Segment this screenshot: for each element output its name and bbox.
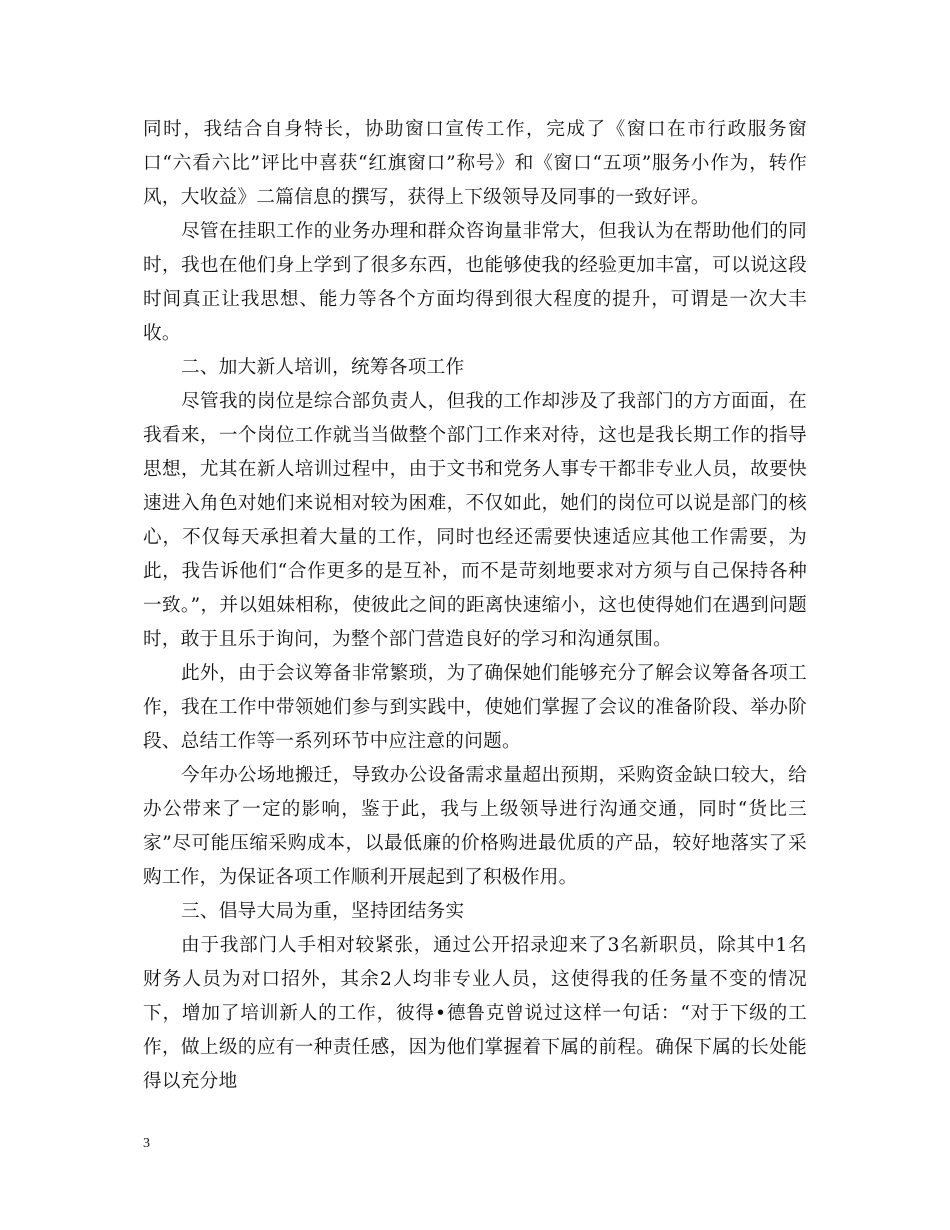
- paragraph: 由于我部门人手相对较紧张，通过公开招录迎来了3名新职员，除其中1名财务人员为对口招外，其余2人均非专业人员，这使得我的任务量不变的情况下，增加了培训新人的工作，彼得•德鲁克曾说过这样一句话：“对于下级的工作，做上级的应有一种责任感，因为他们掌握着下属的前程。确保下属的长处能得以充分地: [143, 935, 807, 1092]
- page-number: 3: [143, 1136, 150, 1151]
- section-heading: 三、倡导大局为重，坚持团结务实: [181, 901, 465, 922]
- paragraph: 此外，由于会议筹备非常繁琐，为了确保她们能够充分了解会议筹备各项工作，我在工作中带领她们参与到实践中，使她们掌握了会议的准备阶段、举办阶段、总结工作等一系列环节中应注意的问题。: [143, 663, 807, 752]
- section-heading: 二、加大新人培训，统筹各项工作: [181, 357, 465, 378]
- paragraph: 尽管我的岗位是综合部负责人，但我的工作却涉及了我部门的方方面面，在我看来，一个岗位工作就当当做整个部门工作来对待，这也是我长期工作的指导思想，尤其在新人培训过程中，由于文书和党务人事专干都非专业人员，故要快速进入角色对她们来说相对较为困难，不仅如此，她们的岗位可以说是部门的核心，不仅每天承担着大量的工作，同时也经还需要快速适应其他工作需要，为此，我告诉他们“合作更多的是互补，而不是苛刻地要求对方须与自己保持各种一致。”，并以姐妹相称，使彼此之间的距离快速缩小，这也使得她们在遇到问题时，敢于且乐于询问，为整个部门营造良好的学习和沟通氛围。: [143, 391, 807, 650]
- paragraph: 尽管在挂职工作的业务办理和群众咨询量非常大，但我认为在帮助他们的同时，我也在他们身上学到了很多东西，也能够使我的经验更加丰富，可以说这段时间真正让我思想、能力等各个方面均得到很大程度的提升，可谓是一次大丰收。: [143, 221, 807, 344]
- paragraph: 同时，我结合自身特长，协助窗口宣传工作，完成了《窗口在市行政服务窗口“六看六比”评比中喜获“红旗窗口”称号》和《窗口“五项”服务小作为，转作风，大收益》二篇信息的撰写，获得上下级领导及同事的一致好评。: [143, 119, 807, 208]
- paragraph: 今年办公场地搬迁，导致办公设备需求量超出预期，采购资金缺口较大，给办公带来了一定的影响，鉴于此，我与上级领导进行沟通交通，同时“货比三家”尽可能压缩采购成本，以最低廉的价格购进最优质的产品，较好地落实了采购工作，为保证各项工作顺利开展起到了积极作用。: [143, 765, 807, 888]
- document-body: [143, 113, 807, 1099]
